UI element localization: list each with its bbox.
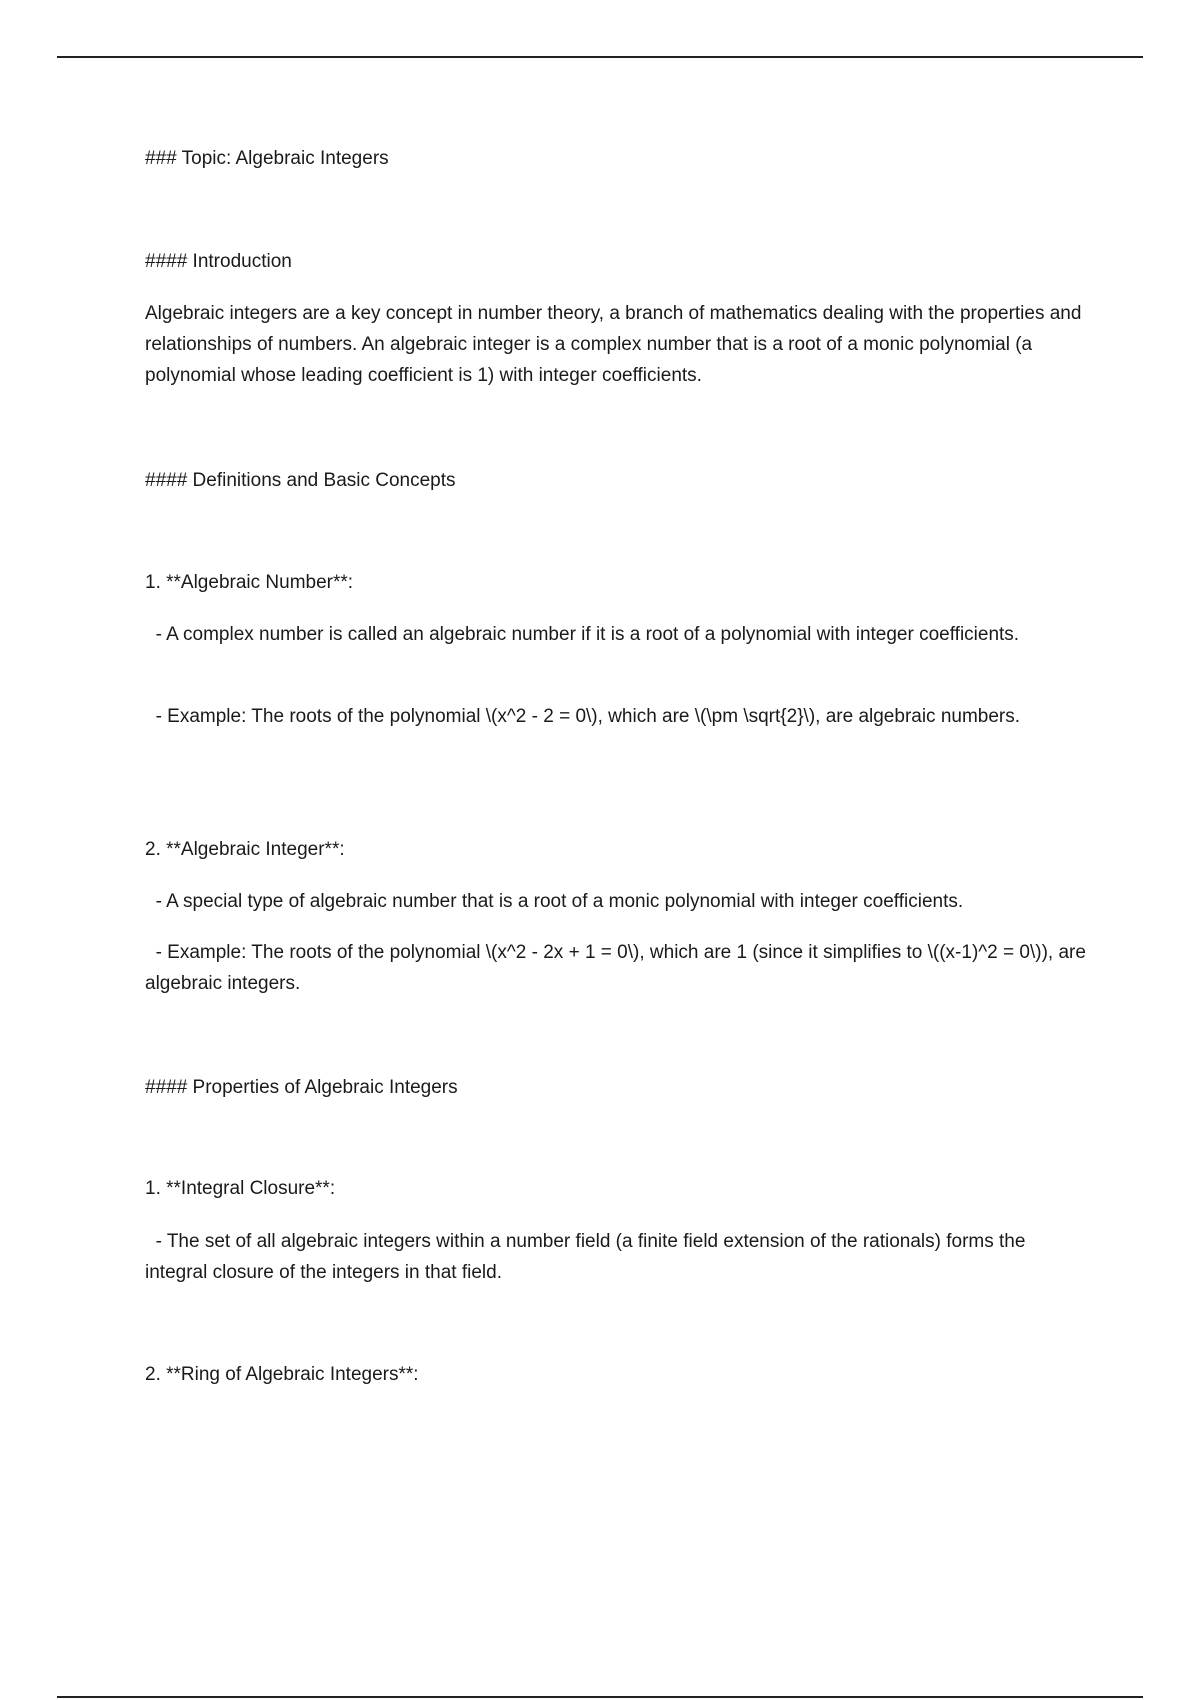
- property-item-point: - The set of all algebraic integers within a number field (a finite field extension of the rationals) forms the integral closure of the integers in that field.: [145, 1231, 1031, 1283]
- page-top-rule: [57, 56, 1143, 58]
- introduction-paragraph: Algebraic integers are a key concept in number theory, a branch of mathematics dealing with the properties and relationships of numbers. An algebraic integer is a complex number that is a root of a monic polynomial (a polynomial whose leading coefficient is 1) with integer coefficients.: [145, 303, 1087, 386]
- definition-item-point: - Example: The roots of the polynomial \(x^2 - 2 = 0\), which are \(\pm \sqrt{2}\), are algebraic numbers.: [155, 706, 1021, 727]
- property-item-label: 1. **Integral Closure**:: [145, 1178, 336, 1199]
- definition-item-point: - Example: The roots of the polynomial \(x^2 - 2x + 1 = 0\), which are 1 (since it simplifies to \((x-1)^2 = 0\)), are algebraic integers.: [145, 942, 1092, 994]
- definition-item-label: 1. **Algebraic Number**:: [145, 572, 354, 593]
- properties-heading: #### Properties of Algebraic Integers: [145, 1077, 458, 1098]
- definition-item-point: - A complex number is called an algebraic number if it is a root of a polynomial with integer coefficients.: [155, 624, 1020, 645]
- page-bottom-rule: [57, 1696, 1143, 1698]
- property-item-label: 2. **Ring of Algebraic Integers**:: [145, 1364, 419, 1385]
- definition-item-point: - A special type of algebraic number that is a root of a monic polynomial with integer coefficients.: [155, 891, 964, 912]
- definitions-heading: #### Definitions and Basic Concepts: [145, 470, 456, 491]
- definition-item-label: 2. **Algebraic Integer**:: [145, 839, 345, 860]
- document-title: ### Topic: Algebraic Integers: [145, 148, 389, 169]
- introduction-heading: #### Introduction: [145, 251, 292, 272]
